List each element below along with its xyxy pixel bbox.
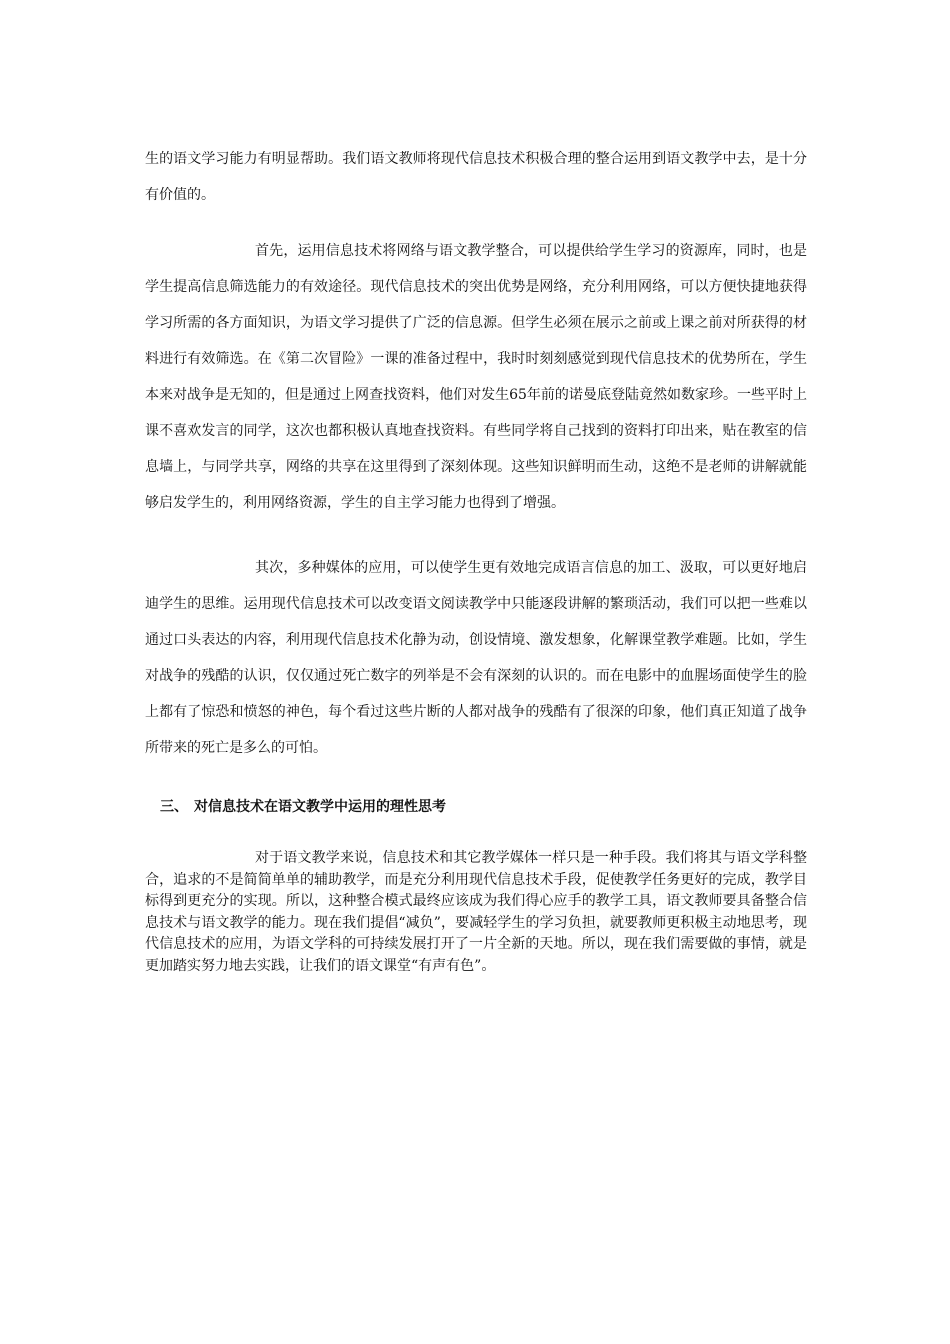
paragraph-reflection: 对于语文教学来说，信息技术和其它教学媒体一样只是一种手段。我们将其与语文学科整合，追求的不是简简单单的辅助教学，而是充分利用现代信息技术手段，促使教学任务更好的完成，教学目标得到更充分的实现。所以，这种整合模式最终应该成为我们得心应手的教学工具，语文教师要具备整合信息技术与语文教学的能力。现在我们提倡“减负”，要减轻学生的学习负担，就要教师更积极主动地思考，现代信息技术的应用，为语文学科的可持续发展打开了一片全新的天地。所以，现在我们需要做的事情，就是更加踏实努力地去实践，让我们的语文课堂“有声有色”。 <box>145 850 807 974</box>
paragraph-second-point: 其次，多种媒体的应用，可以使学生更有效地完成语言信息的加工、汲取，可以更好地启迪学生的思维。运用现代信息技术可以改变语文阅读教学中只能逐段讲解的繁琐活动，我们可以把一些难以通过口头表达的内容，利用现代信息技术化静为动，创设情境、激发想象，化解课堂教学难题。比如，学生对战争的残酷的认识，仅仅通过死亡数字的列举是不会有深刻的认识的。而在电影中的血腥场面使学生的脸上都有了惊恐和愤怒的神色，每个看过这些片断的人都对战争的残酷有了很深的印象，他们真正知道了战争所带来的死亡是多么的可怕。 <box>145 560 807 756</box>
section-heading <box>160 795 446 819</box>
paragraph-first-point: 首先，运用信息技术将网络与语文教学整合，可以提供给学生学习的资源库，同时，也是学生提高信息筛选能力的有效途径。现代信息技术的突出优势是网络，充分利用网络，可以方便快捷地获得学习所需的各方面知识，为语文学习提供了广泛的信息源。但学生必须在展示之前或上课之前对所获得的材料进行有效筛选。在《第二次冒险》一课的准备过程中，我时时刻刻感觉到现代信息技术的优势所在，学生本来对战争是无知的，但是通过上网查找资料，他们对发生65年前的诺曼底登陆竟然如数家珍。一些平时上课不喜欢发言的同学，这次也都积极认真地查找资料。有些同学将自己找到的资料打印出来，贴在教室的信息墙上，与同学共享，网络的共享在这里得到了深刻体现。这些知识鲜明而生动，这绝不是老师的讲解就能够启发学生的，利用网络资源，学生的自主学习能力也得到了增强。 <box>145 243 807 511</box>
section-number: 三、 <box>160 799 188 815</box>
paragraph-continued: 生的语文学习能力有明显帮助。我们语文教师将现代信息技术积极合理的整合运用到语文教学中去，是十分有价值的。 <box>145 151 807 203</box>
section-title: 对信息技术在语文教学中运用的理性思考 <box>194 799 446 815</box>
